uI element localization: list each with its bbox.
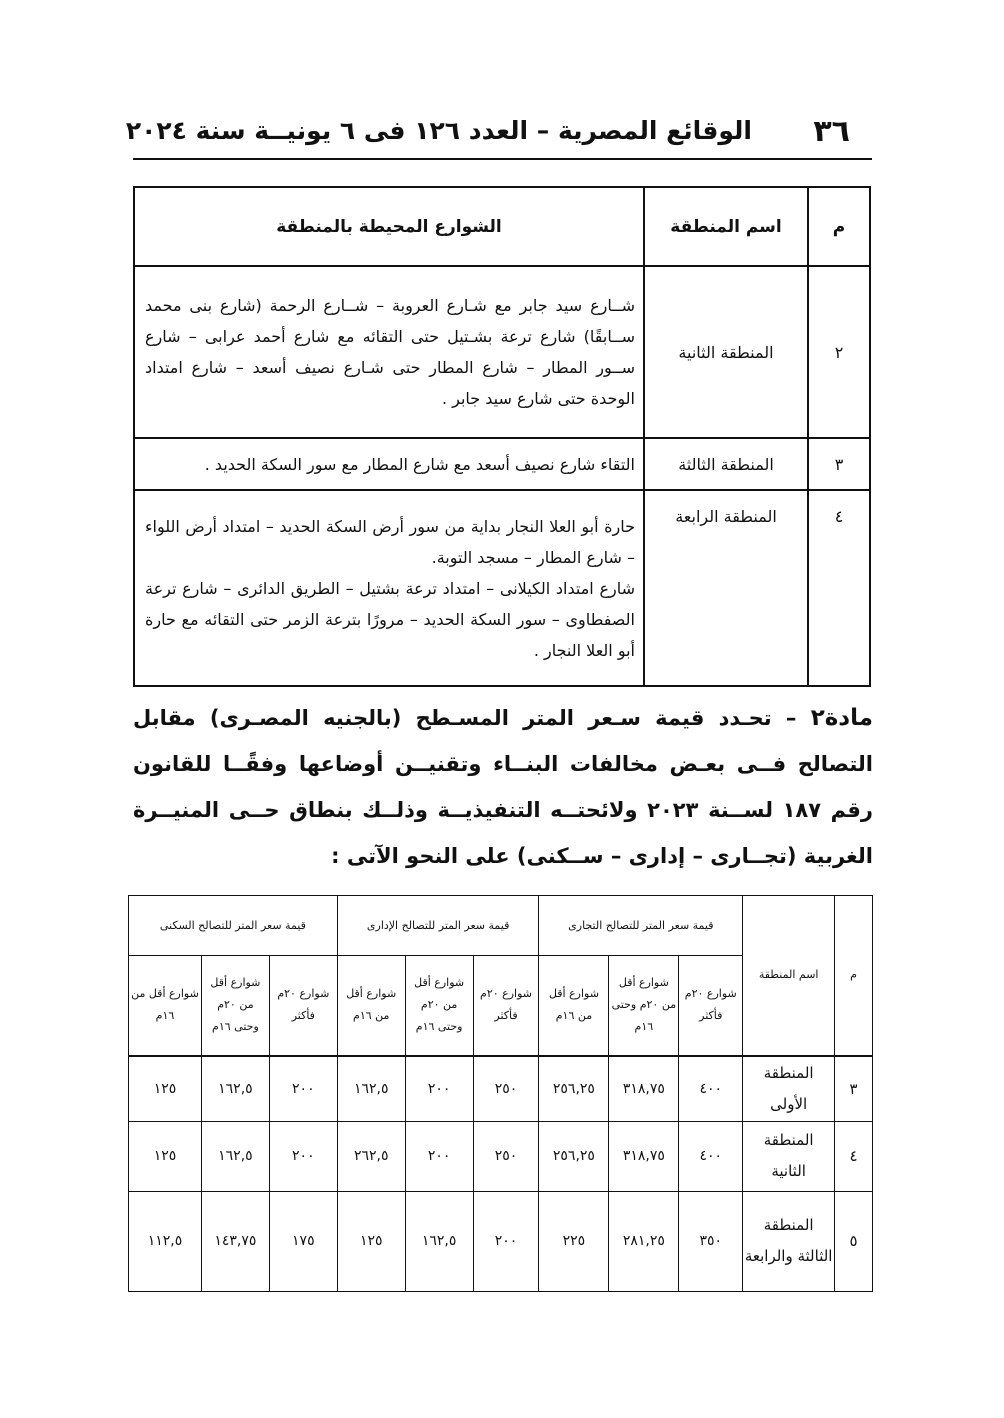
row-zone: المنطقة الثالثة	[644, 438, 808, 490]
group-header-commercial: قيمة سعر المتر للتصالح التجارى	[539, 896, 743, 956]
price-cell: ٣١٨,٧٥	[609, 1121, 679, 1191]
price-cell: ٣١٨,٧٥	[609, 1056, 679, 1122]
table-row	[134, 266, 870, 438]
row-streets	[134, 490, 644, 686]
row-num: ٣	[808, 438, 870, 490]
sub-header: شوارع أقل من ١٦م	[337, 956, 405, 1056]
price-cell: ١٢٥	[337, 1191, 405, 1291]
price-cell: ٢٢٥	[539, 1191, 609, 1291]
row-num: ٣	[835, 1056, 873, 1122]
price-cell: ١٦٢,٥	[201, 1121, 269, 1191]
row-zone: المنطقة الثانية	[743, 1121, 835, 1191]
article-text: – تحـدد قيمة سـعر المتر المسـطح (بالجنيه المصـرى) مقابل التصالح فــى بعـض مخالفات البنــاء وتقنيــن أوضاعها وفقًــا للقانون رقم ١٨٧ لســنة ٢٠٢٣ ولائحتــه التنفيذيــة وذلــك بنطاق حــى المنيــرة الغربية (تجــارى – إدارى – ســكنى) على النحو الآتى :	[133, 706, 873, 868]
prices-header-groups	[129, 896, 873, 956]
streets-paragraph: شارع امتداد الكيلانى – امتداد ترعة بشتيل – الطريق الدائرى – شارع ترعة الصفطاوى – سور السكة الحديد – مرورًا بترعة الزمر حتى التقائه مع حارة أبو العلا النجار .	[145, 578, 635, 660]
row-streets: شــارع سيد جابر مع شـارع العروبة – شــارع الرحمة (شارع بنى محمد ســابقًا) شارع ترعة بشـتيل حتى التقائه مع شارع أحمد عرابى – شارع ســور المطار – شارع المطار حتى شـارع نصيف أسعد – شارع امتداد الوحدة حتى شارع سيد جابر .	[134, 266, 644, 438]
price-cell: ١٢٥	[129, 1121, 202, 1191]
zones-table-header	[134, 187, 870, 266]
price-cell: ٢٥٦,٢٥	[539, 1056, 609, 1122]
row-streets: التقاء شارع نصيف أسعد مع شارع المطار مع سور السكة الحديد .	[134, 438, 644, 490]
table-row	[129, 1121, 873, 1191]
price-cell: ١١٢,٥	[129, 1191, 202, 1291]
group-header-residential: قيمة سعر المتر للتصالح السكنى	[129, 896, 338, 956]
price-cell: ٢٦٢,٥	[337, 1121, 405, 1191]
running-title: الوقائع المصرية – العدد ١٢٦ فى ٦ يونيــة سنة ٢٠٢٤	[125, 116, 752, 145]
page-number: ٣٦	[813, 114, 850, 149]
col-header-streets: الشوارع المحيطة بالمنطقة	[134, 187, 644, 266]
table-row	[134, 438, 870, 490]
row-zone: المنطقة الثالثة والرابعة	[743, 1191, 835, 1291]
article-label: مادة٢	[810, 705, 873, 731]
sub-header: شوارع ٢٠م فأكثر	[269, 956, 337, 1056]
table-row	[129, 1056, 873, 1122]
table-row	[134, 490, 870, 686]
col-header-num: م	[835, 896, 873, 1056]
price-cell: ٢٨١,٢٥	[609, 1191, 679, 1291]
price-cell: ٤٠٠	[679, 1121, 743, 1191]
row-zone: المنطقة الثانية	[644, 266, 808, 438]
col-header-num: م	[808, 187, 870, 266]
zones-table	[133, 186, 871, 687]
page-header	[125, 108, 872, 160]
sub-header: شوارع أقل من ١٦م	[129, 956, 202, 1056]
price-cell: ٢٥٠	[473, 1121, 539, 1191]
row-num: ٤	[808, 490, 870, 686]
price-cell: ١٦٢,٥	[337, 1056, 405, 1122]
price-cell: ١٢٥	[129, 1056, 202, 1122]
price-cell: ٤٠٠	[679, 1056, 743, 1122]
prices-table	[128, 895, 873, 1292]
sub-header: شوارع أقل من ٢٠م وحتى ١٦م	[609, 956, 679, 1056]
col-header-zone: اسم المنطقة	[743, 896, 835, 1056]
row-zone: المنطقة الرابعة	[644, 490, 808, 686]
price-cell: ٢٥٦,٢٥	[539, 1121, 609, 1191]
sub-header: شوارع أقل من ٢٠م وحتى ١٦م	[405, 956, 473, 1056]
price-cell: ٢٠٠	[269, 1056, 337, 1122]
price-cell: ١٦٢,٥	[405, 1191, 473, 1291]
col-header-zone: اسم المنطقة	[644, 187, 808, 266]
table-row	[129, 1191, 873, 1291]
group-header-admin: قيمة سعر المتر للتصالح الإدارى	[337, 896, 539, 956]
sub-header: شوارع أقل من ٢٠م وحتى ١٦م	[201, 956, 269, 1056]
price-cell: ٢٠٠	[405, 1121, 473, 1191]
streets-paragraph: حارة أبو العلا النجار بداية من سور أرض السكة الحديد – امتداد أرض اللواء – شارع المطار – مسجد التوبة.	[145, 516, 635, 567]
price-cell: ٣٥٠	[679, 1191, 743, 1291]
sub-header: شوارع ٢٠م فأكثر	[473, 956, 539, 1056]
sub-header: شوارع أقل من ١٦م	[539, 956, 609, 1056]
article-2	[133, 695, 873, 879]
sub-header: شوارع ٢٠م فأكثر	[679, 956, 743, 1056]
row-num: ٤	[835, 1121, 873, 1191]
price-cell: ١٦٢,٥	[201, 1056, 269, 1122]
row-num: ٥	[835, 1191, 873, 1291]
row-zone: المنطقة الأولى	[743, 1056, 835, 1122]
price-cell: ١٤٣,٧٥	[201, 1191, 269, 1291]
price-cell: ١٧٥	[269, 1191, 337, 1291]
price-cell: ٢٠٠	[473, 1191, 539, 1291]
price-cell: ٢٥٠	[473, 1056, 539, 1122]
row-num: ٢	[808, 266, 870, 438]
price-cell: ٢٠٠	[405, 1056, 473, 1122]
price-cell: ٢٠٠	[269, 1121, 337, 1191]
